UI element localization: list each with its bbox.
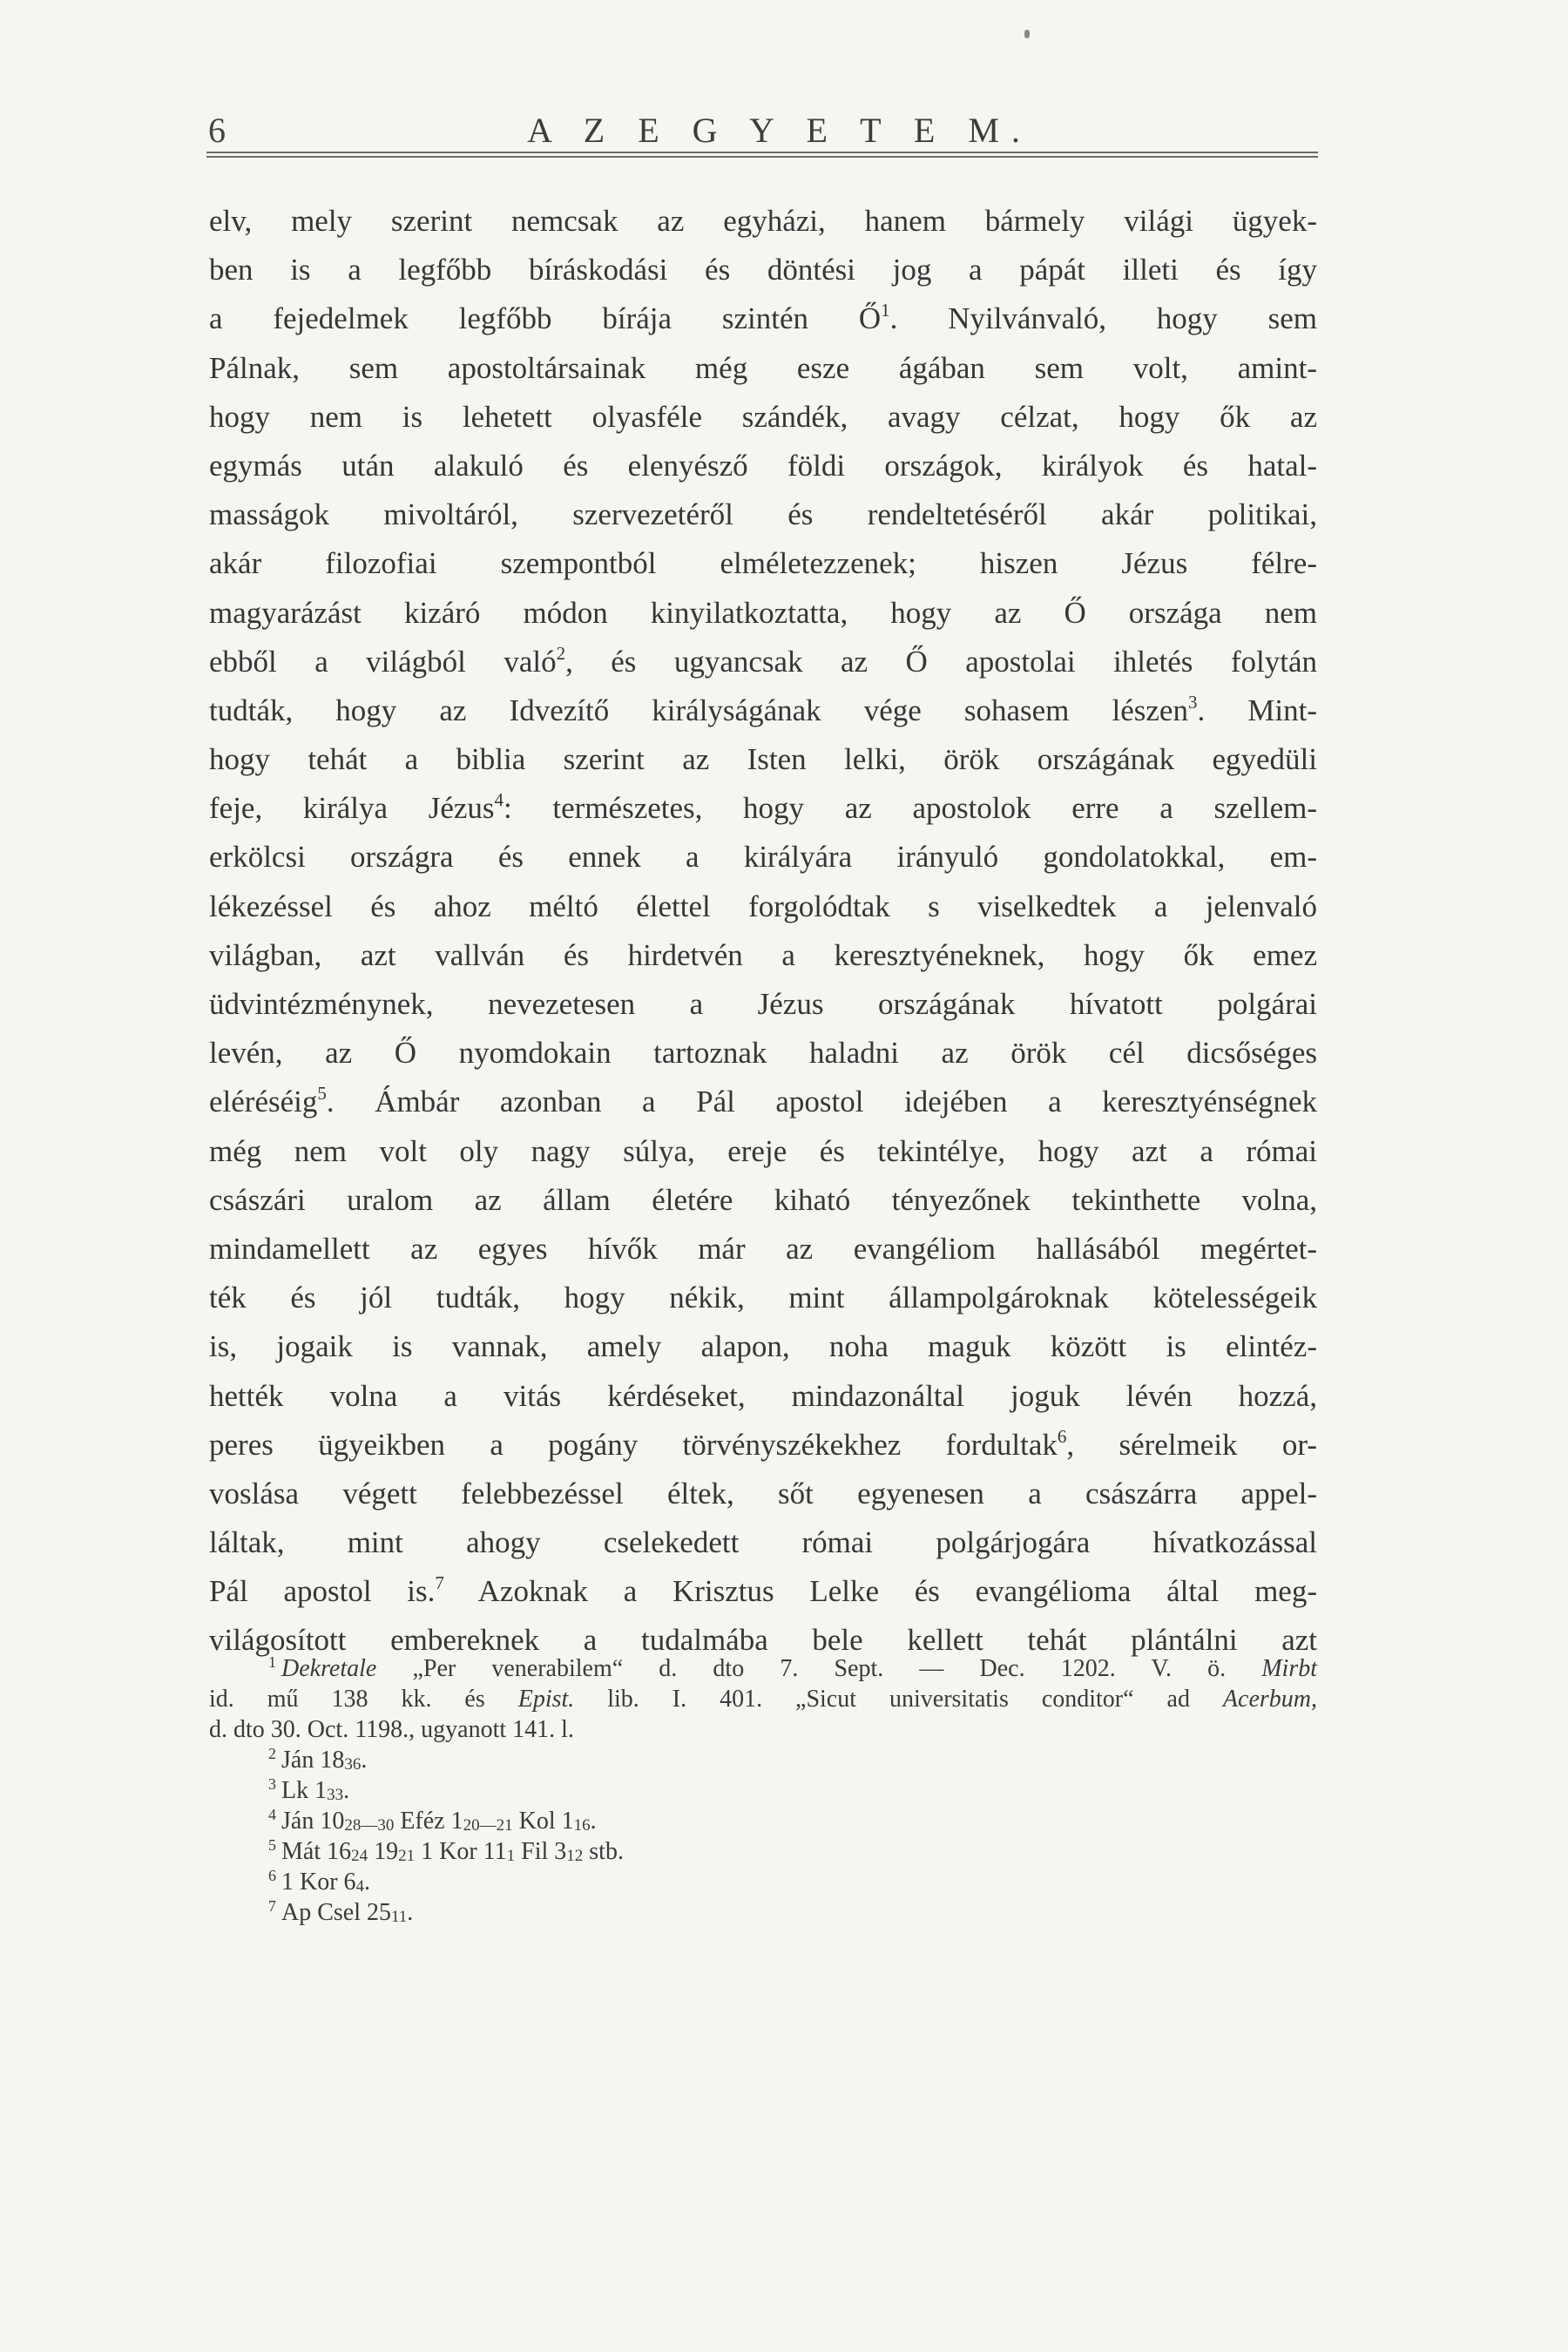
footnote-text: Ap Csel 25 (281, 1899, 391, 1926)
body-line (209, 686, 1317, 735)
footnote-mark: 4 (268, 1806, 276, 1823)
footnote-1-italic-title: Dekretale (281, 1655, 377, 1682)
verse-subscript: 4 (355, 1877, 365, 1896)
footnote-text: Eféz 1 (394, 1808, 463, 1835)
body-line (209, 1421, 1317, 1470)
footnote-reference[interactable]: 3 (1187, 691, 1198, 713)
footnote-mark: 6 (268, 1867, 276, 1884)
footnote-tail: . (361, 1747, 368, 1774)
body-line: világosított embereknek a tudalmába bele kellett tehát plántálni azt (209, 1623, 1317, 1658)
body-text-segment: , és ugyancsak az Ő apostolai ihletés folytán (565, 644, 1317, 679)
footnote-1-text: „Per venerabilem“ d. dto 7. Sept. — Dec. 1202. V. ö. (376, 1655, 1262, 1682)
body-line: elv, mely szerint nemcsak az egyházi, hanem bármely világi ügyek- (209, 204, 1317, 238)
footnote-1-italic: Acerbum, (1222, 1686, 1317, 1713)
body-text-segment: eléréséig (209, 1085, 318, 1119)
footnote-mark: 3 (268, 1775, 276, 1793)
body-line: világban, azt vallván és hirdetvén a keresztyéneknek, hogy ők emez (209, 937, 1317, 972)
footnote-reference[interactable]: 6 (1057, 1425, 1067, 1447)
body-line: akár filozofiai szempontból elméletezzenek; hiszen Jézus félre- (209, 546, 1317, 581)
body-line: is, jogaik is vannak, amely alapon, noha maguk között is elintéz- (209, 1329, 1317, 1364)
body-text-segment: . Nyilvánvaló, hogy sem (889, 301, 1317, 336)
verse-subscript: 36 (344, 1755, 362, 1774)
body-line: hogy nem is lehetett olyasféle szándék, avagy célzat, hogy ők az (209, 399, 1317, 434)
verse-subscript: 28—30 (344, 1816, 395, 1835)
body-line: erkölcsi országra és ennek a királyára irányuló gondolatokkal, em- (209, 840, 1317, 875)
verse-subscript: 11 (391, 1908, 408, 1926)
body-line: voslása végett felebbezéssel éltek, sőt egyenesen a császárra appel- (209, 1476, 1317, 1511)
body-text-segment: : természetes, hogy az apostolok erre a szellem- (504, 791, 1318, 826)
paper-blemish (1024, 30, 1030, 38)
verse-subscript: 12 (566, 1847, 584, 1865)
body-line: láltak, mint ahogy cselekedett római polgárjogára hívatkozással (209, 1525, 1317, 1560)
footnote-mark: 5 (268, 1836, 276, 1854)
footnote-3 (209, 1775, 1317, 1806)
header-double-rule (206, 152, 1318, 158)
footnote-reference[interactable]: 7 (435, 1572, 444, 1594)
footnote-6 (209, 1867, 1317, 1897)
footnote-2 (209, 1745, 1317, 1775)
footnote-reference[interactable]: 2 (556, 642, 566, 664)
footnote-5 (209, 1836, 1317, 1867)
body-line: ben is a legfőbb bíráskodási és döntési jog a pápát illeti és így (209, 253, 1317, 287)
body-line: magyarázást kizáró módon kinyilatkoztatta, hogy az Ő országa nem (209, 595, 1317, 630)
body-line: levén, az Ő nyomdokain tartoznak haladni az örök cél dicsőséges (209, 1036, 1317, 1071)
footnote-tail: stb. (583, 1838, 624, 1865)
running-title: A Z E G Y E T E M. (527, 111, 1032, 150)
footnote-text: 1 Kor 11 (415, 1838, 507, 1865)
body-line: még nem volt oly nagy súlya, ereje és tekintélye, hogy azt a római (209, 1133, 1317, 1168)
body-line (209, 294, 1317, 343)
footnote-tail: . (590, 1808, 597, 1835)
body-text-segment: Pál apostol is. (209, 1574, 436, 1609)
body-text-segment: . Mint- (1197, 693, 1317, 727)
footnote-1-text: id. mű 138 kk. és (209, 1686, 518, 1713)
body-text-segment: ebből a világból való (209, 644, 557, 679)
footnote-text: Lk 1 (281, 1777, 328, 1804)
body-line: ték és jól tudták, hogy nékik, mint állampolgároknak kötelességeik (209, 1281, 1317, 1315)
footnote-text: Ján 10 (281, 1808, 345, 1835)
body-line: egymás után alakuló és elenyésző földi országok, királyok és hatal- (209, 448, 1317, 483)
body-text-segment: peres ügyeikben a pogány törvényszékekhez fordultak (209, 1427, 1058, 1462)
body-line (209, 1078, 1317, 1126)
body-text-segment: tudták, hogy az Idvezítő királyságának vége sohasem lészen (209, 693, 1188, 727)
footnotes (209, 1653, 1317, 1928)
body-text-segment: , sérelmeik or- (1066, 1427, 1317, 1462)
footnote-text: Fil 3 (515, 1838, 567, 1865)
footnote-1-line-1 (209, 1653, 1317, 1684)
body-text-segment: Azoknak a Krisztus Lelke és evangélioma által meg- (443, 1574, 1317, 1609)
verse-subscript: 24 (351, 1847, 368, 1865)
body-text (209, 197, 1317, 1666)
footnote-text: Kol 1 (512, 1808, 574, 1835)
body-line (209, 1567, 1317, 1616)
body-line (209, 638, 1317, 686)
body-line: császári uralom az állam életére kiható tényezőnek tekinthette volna, (209, 1182, 1317, 1217)
footnote-reference[interactable]: 5 (317, 1083, 327, 1105)
footnote-tail: . (364, 1869, 371, 1896)
footnote-1-italic: Epist. (517, 1686, 575, 1713)
verse-subscript: 16 (573, 1816, 591, 1835)
footnote-mark: 7 (268, 1897, 276, 1915)
footnote-mark: 1 (268, 1653, 276, 1671)
body-text-segment: a fejedelmek legfőbb bírája szintén Ő (209, 301, 882, 336)
body-line: lékezéssel és ahoz méltó élettel forgolódtak s viselkedtek a jelenvaló (209, 889, 1317, 923)
footnote-1-italic-author: Mirbt (1261, 1655, 1317, 1682)
verse-subscript: 21 (398, 1847, 416, 1865)
footnote-4 (209, 1806, 1317, 1836)
footnote-1-text: lib. I. 401. „Sicut universitatis conditor“ ad (574, 1686, 1223, 1713)
body-text-segment: . Ámbár azonban a Pál apostol idejében a keresztyénségnek (326, 1085, 1317, 1119)
footnote-text: Mát 16 (281, 1838, 352, 1865)
footnote-7 (209, 1897, 1317, 1928)
footnote-reference[interactable]: 4 (494, 789, 504, 811)
footnote-text: 1 Kor 6 (281, 1869, 356, 1896)
body-line: Pálnak, sem apostoltársainak még esze ágában sem volt, amint- (209, 350, 1317, 385)
footnote-1-line-2 (209, 1684, 1317, 1714)
footnote-tail: . (343, 1777, 350, 1804)
footnote-1-line-3: d. dto 30. Oct. 1198., ugyanott 141. l. (209, 1716, 574, 1743)
verse-subscript: 33 (327, 1786, 344, 1804)
body-line: üdvintézménynek, nevezetesen a Jézus országának hívatott polgárai (209, 987, 1317, 1021)
body-text-segment: feje, királya Jézus (209, 791, 495, 826)
body-line: hették volna a vitás kérdéseket, mindazonáltal joguk lévén hozzá, (209, 1378, 1317, 1413)
footnote-mark: 2 (268, 1745, 276, 1762)
body-line: hogy tehát a biblia szerint az Isten lelki, örök országának egyedüli (209, 742, 1317, 777)
footnote-text: 19 (368, 1838, 399, 1865)
footnote-text: Ján 18 (281, 1747, 345, 1774)
page-header (206, 103, 1318, 155)
page-number: 6 (208, 111, 226, 150)
verse-subscript: 1 (506, 1847, 516, 1865)
footnote-reference[interactable]: 1 (881, 300, 890, 321)
footnote-tail: . (407, 1899, 414, 1926)
body-line: mindamellett az egyes hívők már az evangéliom hallásából megértet- (209, 1231, 1317, 1266)
body-line (209, 784, 1317, 833)
verse-subscript: 20—21 (463, 1816, 513, 1835)
body-line: masságok mivoltáról, szervezetéről és rendeltetéséről akár politikai, (209, 497, 1317, 532)
